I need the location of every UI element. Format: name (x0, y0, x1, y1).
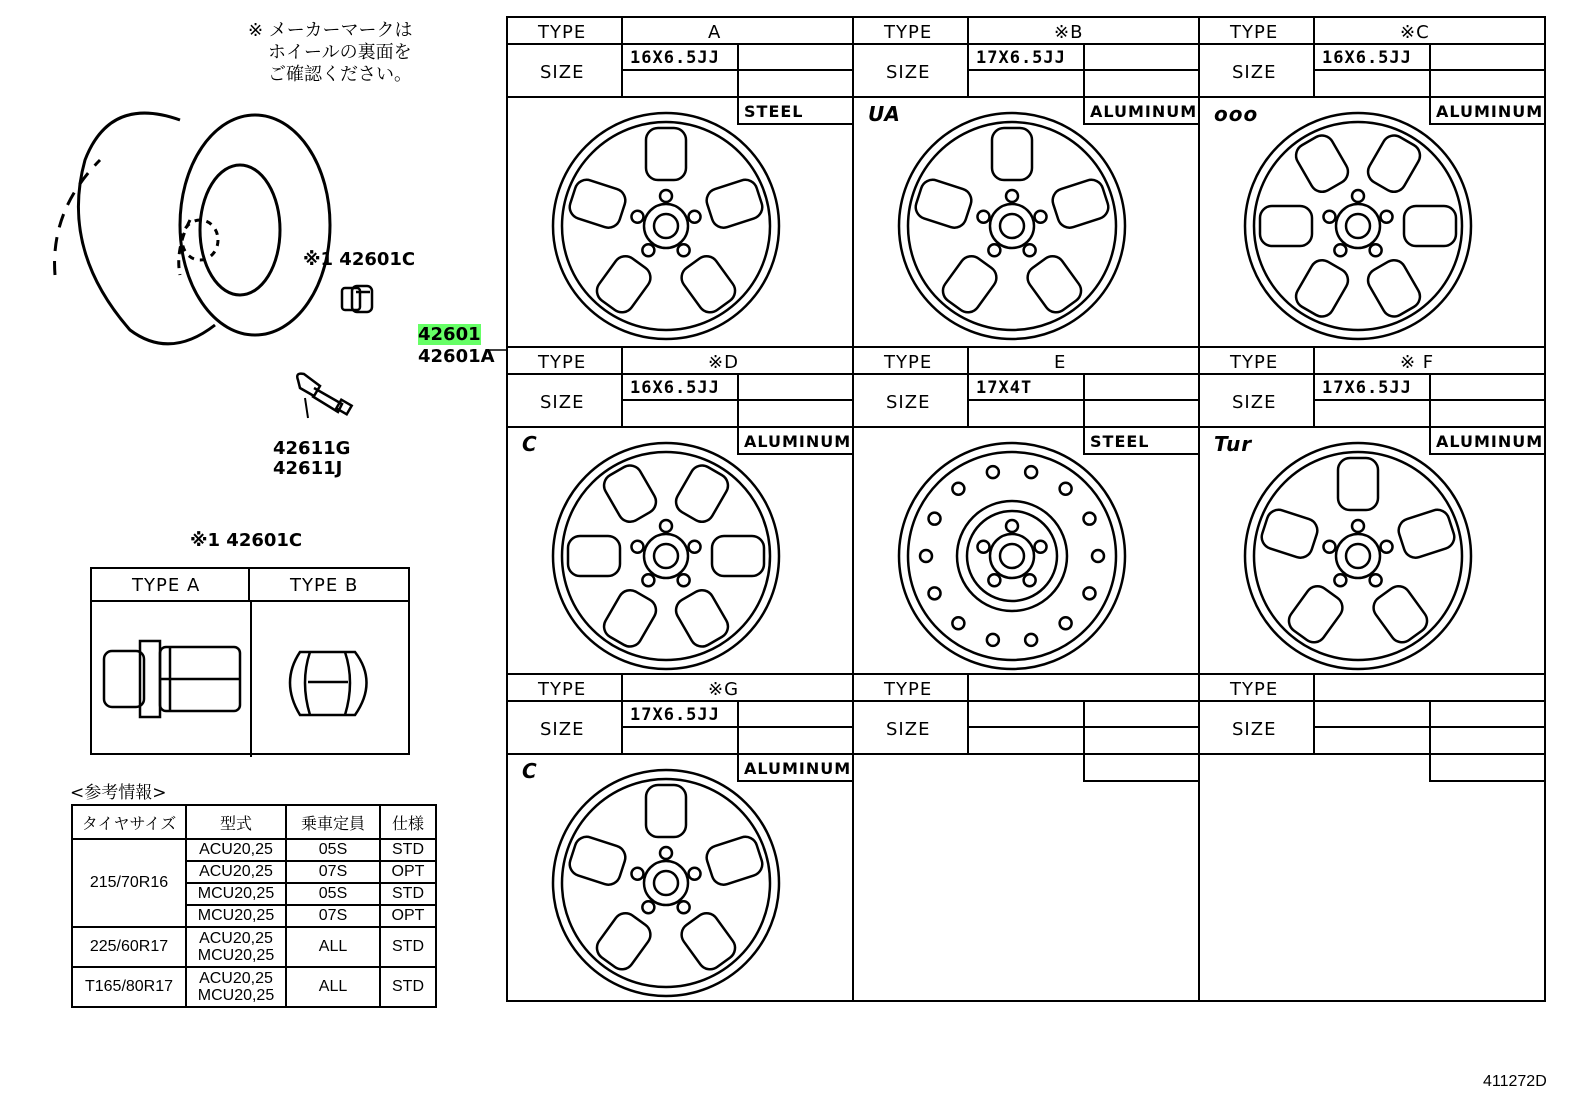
wheel-cell (1198, 346, 1546, 675)
size-value: 16X6.5JJ (630, 48, 720, 68)
reference-title: <参考情報> (70, 783, 167, 803)
maker-logo: C (522, 432, 538, 456)
part-number-nut-box[interactable]: ※1 42601C (190, 530, 303, 551)
size-value: 17X4T (976, 378, 1033, 398)
type-label: TYPE (884, 22, 933, 43)
wheel-cell (506, 16, 854, 348)
nut-type-b-icon (280, 637, 380, 727)
spec-cell: STD (380, 967, 436, 1007)
note-line-2: ホイールの裏面を (268, 42, 412, 63)
type-label: TYPE (1230, 22, 1279, 43)
type-value: E (1054, 352, 1067, 373)
size-label: SIZE (1232, 392, 1277, 413)
header-model: 型式 (186, 805, 286, 839)
type-value: ※D (708, 352, 739, 373)
material-label: STEEL (1090, 432, 1150, 451)
header-capacity: 乗車定員 (286, 805, 380, 839)
capacity-cell: 07S (286, 861, 380, 883)
model-cell: ACU20,25 MCU20,25 (186, 967, 286, 1007)
part-number-nut-top[interactable]: ※1 42601C (303, 249, 416, 270)
type-label: TYPE (884, 679, 933, 700)
maker-logo: ooo (1214, 102, 1259, 126)
type-value: ※ F (1400, 352, 1435, 373)
material-label: ALUMINUM (744, 432, 852, 451)
model-cell: ACU20,25 (186, 861, 286, 883)
nut-type-a-icon (100, 629, 245, 729)
capacity-cell: ALL (286, 927, 380, 967)
lug-nut-icon (338, 282, 378, 316)
model-cell: ACU20,25 MCU20,25 (186, 927, 286, 967)
material-label: ALUMINUM (744, 759, 852, 778)
size-label: SIZE (1232, 719, 1277, 740)
size-value: 17X6.5JJ (630, 705, 720, 725)
capacity-cell: 07S (286, 905, 380, 927)
maker-logo: Tur (1214, 432, 1253, 456)
wheel-drawing (892, 436, 1132, 676)
part-number-wheel-alt[interactable]: 42601A (418, 346, 495, 367)
model-cell: MCU20,25 (186, 883, 286, 905)
part-number-valve-b[interactable]: 42611J (273, 458, 343, 479)
wheel-drawing (1238, 436, 1478, 676)
reference-table (71, 804, 437, 1008)
tire-size-cell: 215/70R16 (72, 839, 186, 927)
size-label: SIZE (540, 719, 585, 740)
maker-logo: UA (868, 102, 901, 126)
wheel-cell (506, 346, 854, 675)
spec-cell: OPT (380, 861, 436, 883)
wheel-drawing (1238, 106, 1478, 346)
spec-cell: STD (380, 883, 436, 905)
size-label: SIZE (540, 62, 585, 83)
nut-type-b-label: TYPE B (290, 575, 359, 596)
maker-mark-note (248, 20, 412, 86)
material-label: ALUMINUM (1436, 102, 1544, 121)
size-label: SIZE (886, 62, 931, 83)
nut-type-box (90, 567, 410, 755)
spec-cell: STD (380, 927, 436, 967)
wheel-drawing (546, 763, 786, 1003)
type-label: TYPE (538, 679, 587, 700)
size-value: 17X6.5JJ (1322, 378, 1412, 398)
wheel-cell (1198, 16, 1546, 348)
header-spec: 仕様 (380, 805, 436, 839)
wheel-drawing (546, 106, 786, 346)
capacity-cell: 05S (286, 883, 380, 905)
material-label: STEEL (744, 102, 804, 121)
nut-type-a-label: TYPE A (132, 575, 201, 596)
figure-id: 411272D (1483, 1073, 1547, 1090)
note-line-3: ご確認ください。 (268, 64, 412, 85)
type-label: TYPE (1230, 352, 1279, 373)
part-number-wheel-main[interactable]: 42601 (418, 324, 481, 345)
type-value: ※G (708, 679, 740, 700)
tire-size-cell: T165/80R17 (72, 967, 186, 1007)
header-tire-size: タイヤサイズ (72, 805, 186, 839)
size-label: SIZE (886, 719, 931, 740)
wheel-cell (852, 16, 1200, 348)
capacity-cell: 05S (286, 839, 380, 861)
size-value: 17X6.5JJ (976, 48, 1066, 68)
capacity-cell: ALL (286, 967, 380, 1007)
type-value: ※B (1054, 22, 1084, 43)
type-value: ※C (1400, 22, 1430, 43)
wheel-drawing (546, 436, 786, 676)
size-label: SIZE (886, 392, 931, 413)
model-cell: ACU20,25 (186, 839, 286, 861)
wheel-cell (506, 673, 854, 1002)
material-label: ALUMINUM (1090, 102, 1198, 121)
wheel-cell (852, 346, 1200, 675)
wheel-drawing (892, 106, 1132, 346)
tire-face (180, 115, 330, 335)
type-label: TYPE (538, 22, 587, 43)
size-label: SIZE (1232, 62, 1277, 83)
type-label: TYPE (1230, 679, 1279, 700)
size-value: 16X6.5JJ (630, 378, 720, 398)
size-label: SIZE (540, 392, 585, 413)
spec-cell: STD (380, 839, 436, 861)
part-number-valve-a[interactable]: 42611G (273, 438, 351, 459)
wheel-type-grid (506, 16, 1544, 1000)
type-label: TYPE (884, 352, 933, 373)
type-value: A (708, 22, 722, 43)
material-label: ALUMINUM (1436, 432, 1544, 451)
size-value: 16X6.5JJ (1322, 48, 1412, 68)
note-line-1: ※ メーカーマークは (248, 20, 413, 41)
tire-size-cell: 225/60R17 (72, 927, 186, 967)
tire-outline (78, 113, 215, 344)
maker-logo: C (522, 759, 538, 783)
type-label: TYPE (538, 352, 587, 373)
valve-stem-icon (290, 370, 360, 420)
model-cell: MCU20,25 (186, 905, 286, 927)
spec-cell: OPT (380, 905, 436, 927)
wheel-cell (852, 673, 1200, 1002)
wheel-cell (1198, 673, 1546, 1002)
